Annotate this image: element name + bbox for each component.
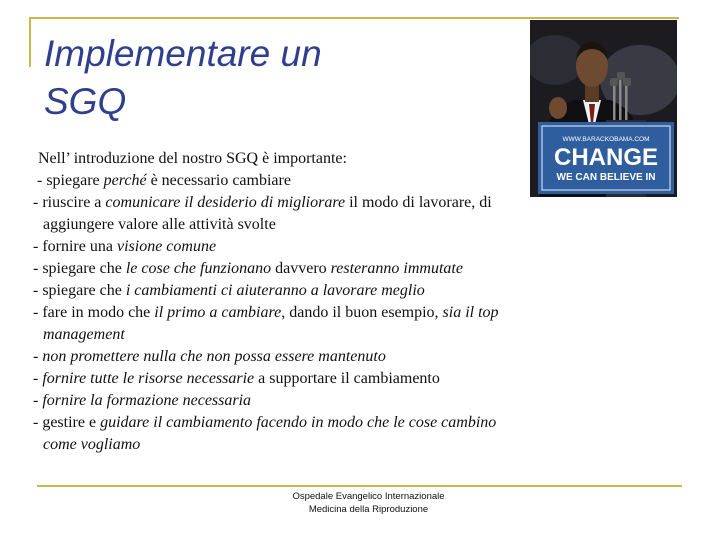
bullet-6: - fare in modo che il primo a cambiare, dando il buon esempio, sia il top	[33, 304, 499, 321]
top-divider	[29, 17, 679, 19]
sign-headline: CHANGE	[553, 144, 659, 171]
bullet-3: - fornire una visione comune	[33, 238, 217, 255]
bullet-2: - riuscire a comunicare il desiderio di migliorare il modo di lavorare, di	[33, 194, 492, 211]
bottom-divider	[37, 485, 682, 487]
sign-tagline: WE CAN BELIEVE IN	[556, 172, 656, 183]
body-content	[33, 148, 673, 456]
sign-url: WWW.BARACKOBAMA.COM	[562, 136, 650, 143]
bullet-9: - fornire la formazione necessaria	[33, 392, 252, 409]
intro-line: Nell’ introduzione del nostro SGQ è importante:	[38, 150, 347, 167]
footer	[0, 490, 720, 516]
bullet-5: - spiegare che i cambiamenti ci aiuteranno a lavorare meglio	[33, 282, 425, 299]
bullet-8: - fornire tutte le risorse necessarie a supportare il cambiamento	[33, 370, 440, 387]
bullet-7: - non promettere nulla che non possa essere mantenuto	[33, 348, 386, 365]
slide-title	[44, 30, 322, 126]
title-line-1: Implementare un	[44, 33, 322, 74]
bullet-10: - gestire e guidare il cambiamento facendo in modo che le cose cambino	[33, 414, 497, 431]
footer-line-2: Medicina della Riproduzione	[308, 504, 429, 515]
bullet-2-cont: aggiungere valore alle attività svolte	[43, 216, 276, 233]
left-accent-bar	[29, 17, 31, 67]
bullet-4: - spiegare che le cose che funzionano davvero resteranno immutate	[33, 260, 463, 277]
footer-line-1: Ospedale Evangelico Internazionale	[292, 491, 445, 502]
title-line-2: SGQ	[44, 81, 127, 122]
bullet-1: - spiegare perché è necessario cambiare	[37, 172, 291, 189]
bullet-6-cont: management	[43, 326, 125, 343]
bullet-10-cont: come vogliamo	[43, 436, 141, 453]
